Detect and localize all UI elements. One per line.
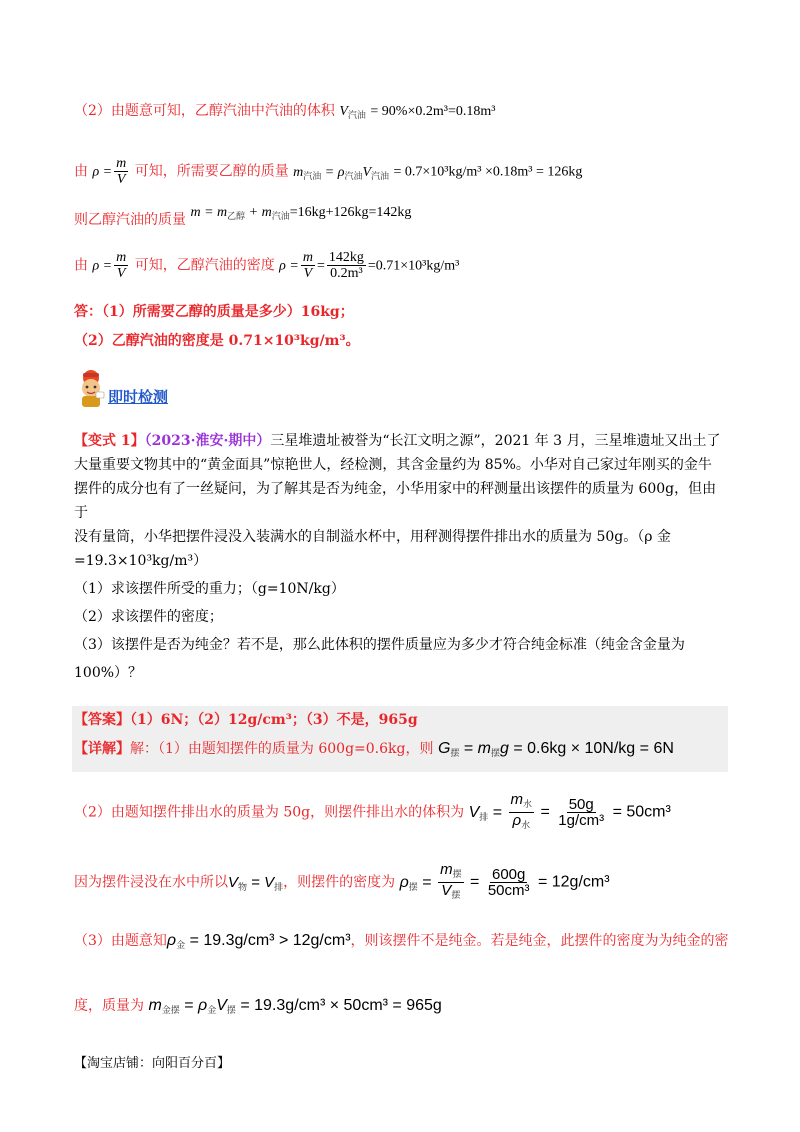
section-heading <box>72 368 192 412</box>
solution-line-3: 由 ρ = $\frac{m}{V}$ 可知，所需要乙醇的质量 $m_{汽油} = \rho_{汽油}V_{汽油} = 0.7\times 10^3kg/m^3 \times 0.18m^3 = 126kg$ <box>74 156 583 187</box>
mascot-icon <box>74 368 108 408</box>
answer-line-2: （2）乙醇汽油的密度是 0.71×10³kg/m³。 <box>74 333 360 349</box>
problem-line-4: 没有量筒，小华把摆件浸没入装满水的自制溢水杯中，用秤测得摆件排出水的质量为 50g。（ρ 金 <box>74 529 671 545</box>
detail-line-5: 度，质量为 $m_{金摆} = \rho_金V_摆 = 19.3g/cm^3 \times 50cm^3 = 965g$ <box>74 997 442 1015</box>
problem-line-2: 大量重要文物其中的“黄金面具”惊艳世人，经检测，其含金量约为 85%。小华对自己家过年刚买的金牛 <box>74 457 712 473</box>
detail-line-3: 因为摆件浸没在水中所以$V_物 = V_排$，则摆件的密度为 $\rho_摆$ = $\frac{m_摆}{V_摆}$ = $\frac{600g}{\text{50cm³}}$ = 12g/cm³ <box>74 861 610 900</box>
detail-label: 【详解】 <box>74 741 130 757</box>
problem-source: （2023·淮安·期中） <box>144 433 271 449</box>
detail-line-2: （2）由题知摆件排出水的质量为 50g，则摆件排出水的体积为 $V_排$ = $\frac{m_水}{\rho_水}$ = $\frac{50g}{\text{1g/cm³}}$ = 50cm³ <box>74 791 671 830</box>
solution-line-4: 则乙醇汽油的质量 $m = m_{乙醇} + m_{汽油}=16kg+126kg=142kg$ <box>74 205 412 228</box>
footer-shop: 【淘宝店铺：向阳百分百】 <box>74 1056 231 1071</box>
detail-line-4: （3）由题意知$\rho_金 = 19.3g/cm^3 > 12g/cm^3$，则该摆件不是纯金。若是纯金，此摆件的密度为为纯金的密 <box>74 932 729 950</box>
answer-line-1: 答：（1）所需要乙醇的质量是多少）16kg； <box>74 304 354 320</box>
question-1: （1）求该摆件所受的重力；（g=10N/kg） <box>74 581 345 597</box>
problem-line-5: =19.3×10³kg/m³） <box>74 553 208 569</box>
problem-text <box>74 429 726 685</box>
detail-line-1: 【详解】解：（1）由题知摆件的质量为 600g=0.6kg，则 $G_摆 = m_摆g = 0.6kg \times 10N/kg = 6N$ <box>74 740 674 758</box>
problem-line-1: 【变式 1】（2023·淮安·期中）三星堆遗址被誉为“长江文明之源”，2021 年 3 月，三星堆遗址又出土了 <box>74 433 721 449</box>
problem-line-3: 摆件的成分也有了一丝疑问，为了解其是否为纯金，小华用家中的秤测量出该摆件的质量为 600g，但由于 <box>74 481 717 521</box>
section-title: 即时检测 <box>108 388 169 406</box>
question-3-line-1: （3）该摆件是否为纯金？若不是，那么此体积的摆件质量应为多少才符合纯金标准（纯金含金量为 <box>74 637 685 653</box>
question-3-line-2: 100%）？ <box>74 665 143 681</box>
solution-line-2: （2）由题意可知，乙醇汽油中汽油的体积 $V_{汽油} = 90\%\times 0.2m^3=0.18m^3$ <box>74 103 496 120</box>
solution-line-5: 由 ρ = $\frac{m}{V}$ 可知，乙醇汽油的密度 ρ = $\frac{m}{V}$ = $\frac{142kg}{\text{0.2m³}}$ =0.71×10³kg/m³ <box>74 250 460 281</box>
answer-summary: 【答案】（1）6N；（2）12g/cm³；（3）不是，965g <box>74 712 418 728</box>
answer-label: 【答案】 <box>74 712 130 728</box>
question-2: （2）求该摆件的密度； <box>74 609 223 625</box>
problem-tag: 【变式 1】 <box>74 433 145 449</box>
formula-gas-volume: $V_{汽油}$ <box>339 104 366 120</box>
